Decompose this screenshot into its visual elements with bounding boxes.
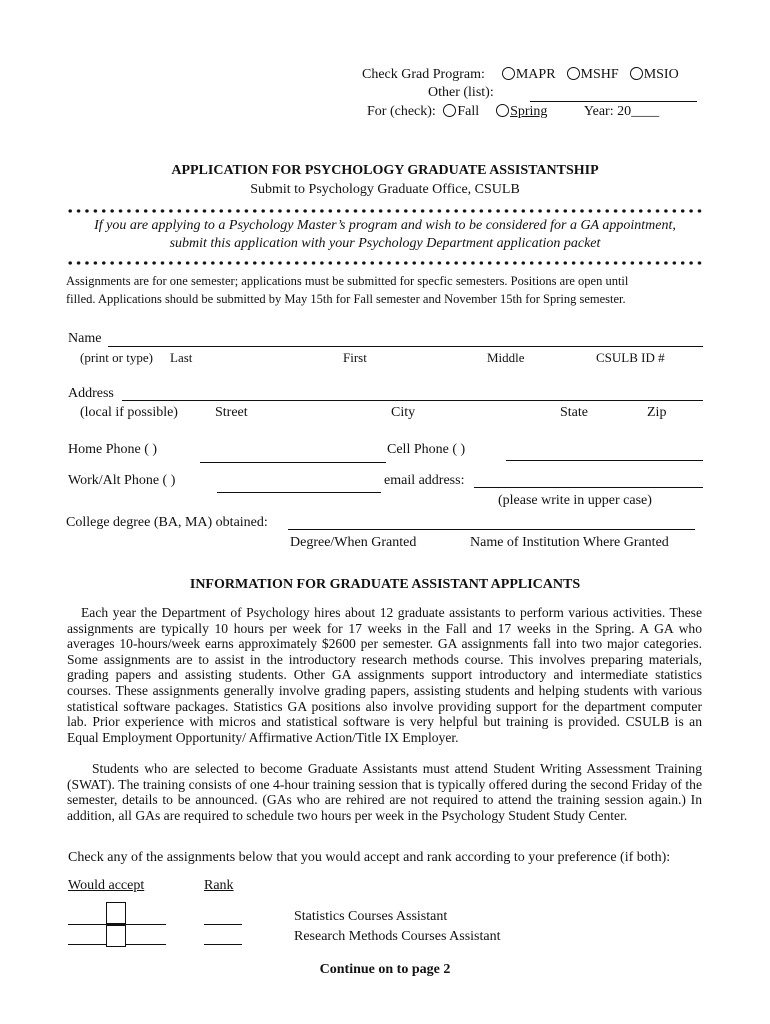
college-degree-input-line[interactable]: [288, 529, 695, 530]
dotted-divider-top: [66, 208, 706, 214]
term-fall: Fall: [457, 104, 480, 119]
info-heading: INFORMATION FOR GRADUATE ASSISTANT APPLICANTS: [189, 577, 581, 592]
work-phone-label: Work/Alt Phone ( ): [68, 473, 176, 488]
radio-mapr[interactable]: [502, 67, 515, 80]
name-sub-first: First: [343, 350, 367, 365]
year-label: Year: 20____: [583, 104, 660, 119]
other-input-line[interactable]: [530, 101, 697, 102]
address-input-line[interactable]: [122, 400, 703, 401]
home-phone-input-line[interactable]: [200, 462, 386, 463]
check-program-row: [362, 67, 679, 83]
radio-msio[interactable]: [630, 67, 643, 80]
radio-mshf[interactable]: [567, 67, 580, 80]
assignment-instruction: Check any of the assignments below that you would accept and rank according to your preference (if both):: [68, 850, 671, 865]
address-sub-state: State: [560, 405, 588, 420]
info-paragraph-2: Students who are selected to become Graduate Assistants must attend Student Writing Assessment Training (SWAT). The training consists of one 4-hour training session that is typically offered during the second Friday of the semester, details to be announced. (GAs who are rehired are not required to attend the training session again.) In addition, all GAs are required to schedule two hours per week in the Psychology Student Study Center.: [67, 761, 702, 823]
for-check-label: For (check):: [367, 104, 436, 119]
program-mshf: MSHF: [580, 67, 619, 82]
address-sub-street: Street: [215, 405, 248, 420]
email-label: email address:: [384, 473, 465, 488]
page-title: APPLICATION FOR PSYCHOLOGY GRADUATE ASSISTANTSHIP: [171, 163, 599, 178]
address-label: Address: [68, 386, 114, 401]
name-label: Name: [68, 331, 102, 346]
rank-input-research[interactable]: [204, 944, 242, 945]
email-note: (please write in upper case): [498, 493, 652, 508]
accept-checkbox-statistics[interactable]: [106, 902, 126, 924]
radio-spring[interactable]: [496, 104, 509, 117]
other-label: Other (list):: [428, 85, 494, 100]
radio-fall[interactable]: [443, 104, 456, 117]
notice-line-2: submit this application with your Psychology Department application packet: [169, 236, 601, 251]
check-program-label: Check Grad Program:: [362, 67, 485, 82]
accept-checkbox-research[interactable]: [106, 925, 126, 947]
home-phone-label: Home Phone ( ): [68, 442, 158, 457]
institution-label: Name of Institution Where Granted: [470, 535, 669, 550]
cell-phone-input-line[interactable]: [506, 460, 703, 461]
name-sub-last: Last: [170, 350, 193, 365]
program-mapr: MAPR: [515, 67, 556, 82]
rank-input-statistics[interactable]: [204, 924, 242, 925]
notice-line-1: If you are applying to a Psychology Master’s program and wish to be considered for a GA appointment,: [94, 218, 676, 233]
info-paragraph-1: Each year the Department of Psychology hires about 12 graduate assistants to perform various activities. These assignments are typically 10 hours per week for 17 weeks in the Fall and 17 weeks in the Spring. A GA who averages 10-hours/week earns approximately $2600 per semester. GA assignments fall into two major categories. Some assignments are to assist in the introductory research methods course. This involves preparing materials, grading papers and assisting students. Other GA assignments support introductory and intermediate statistics courses. These assignments generally involve grading papers, assisting students and helping students with various statistical software packages. Statistics GA positions also involve providing support for the department computer lab. Prior experience with micros and statistical software is very helpful but training is provided. CSULB is an Equal Employment Opportunity/ Affirmative Action/Title IX Employer.: [67, 605, 702, 745]
program-msio: MSIO: [643, 67, 679, 82]
dotted-divider-bottom: [66, 260, 706, 266]
address-sub-city: City: [391, 405, 416, 420]
assignments-note-line-2: filled. Applications should be submitted by May 15th for Fall semester and November 15th for Spring semester.: [66, 292, 626, 306]
rank-header: Rank: [204, 878, 234, 893]
term-row: [367, 104, 659, 120]
cell-phone-label: Cell Phone ( ): [387, 442, 466, 457]
college-degree-label: College degree (BA, MA) obtained:: [66, 515, 268, 530]
email-input-line[interactable]: [474, 487, 703, 488]
continue-footer: Continue on to page 2: [319, 962, 451, 977]
would-accept-header: Would accept: [68, 878, 145, 893]
term-spring: Spring: [510, 104, 548, 119]
name-sub-print: (print or type): [80, 350, 153, 365]
assignments-note-line-1: Assignments are for one semester; applications must be submitted for specfic semesters. Positions are open until: [66, 274, 629, 288]
degree-when-label: Degree/When Granted: [290, 535, 417, 550]
name-sub-id: CSULB ID #: [596, 350, 665, 365]
address-sub-zip: Zip: [647, 405, 667, 420]
assignment-research: Research Methods Courses Assistant: [294, 929, 501, 944]
submit-line: Submit to Psychology Graduate Office, CSULB: [250, 182, 520, 197]
name-sub-middle: Middle: [487, 350, 525, 365]
work-phone-input-line[interactable]: [217, 492, 381, 493]
name-input-line[interactable]: [108, 346, 703, 347]
assignment-statistics: Statistics Courses Assistant: [294, 909, 448, 924]
address-sub-local: (local if possible): [80, 405, 178, 420]
